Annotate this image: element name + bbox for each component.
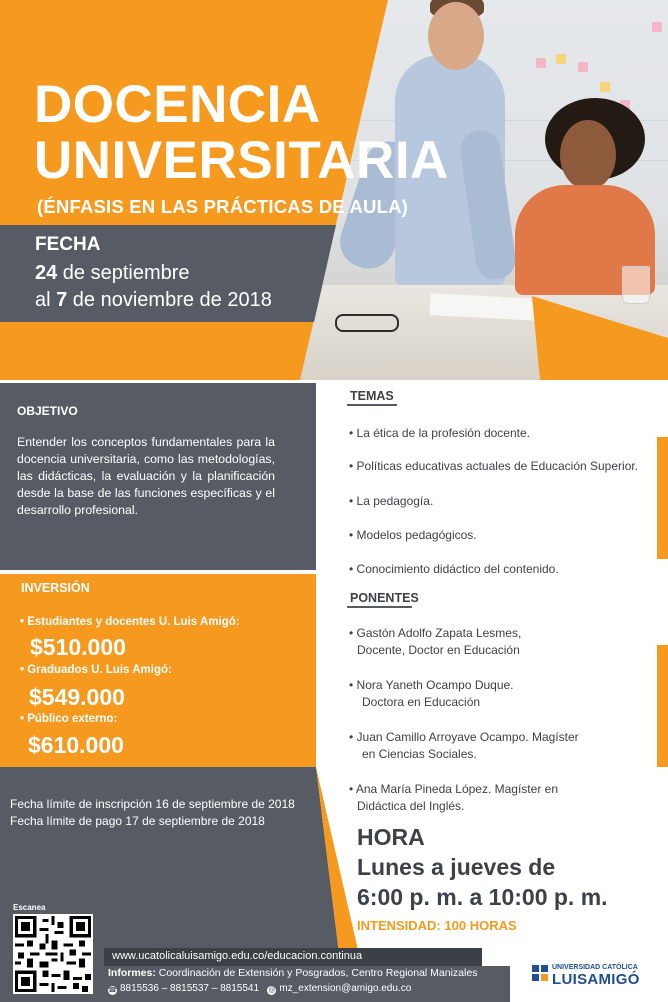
- date-start: 24 de septiembre: [35, 262, 190, 284]
- date-end: al 7 de noviembre de 2018: [35, 289, 272, 311]
- deadline-registration: Fecha límite de inscripción 16 de septiembre de 2018: [10, 797, 295, 811]
- logo-mark-icon: [532, 965, 548, 981]
- schedule-days: Lunes a jueves de: [357, 854, 556, 880]
- qr-code-icon: [13, 914, 93, 994]
- price-graduates: $549.000: [29, 684, 125, 710]
- topics-underline: [347, 404, 397, 406]
- schedule-hours: 6:00 p. m. a 10:00 p. m.: [357, 884, 608, 910]
- topic-item: • Políticas educativas actuales de Educación Superior.: [349, 459, 639, 473]
- objective-title: OBJETIVO: [17, 404, 78, 418]
- speakers-underline: [347, 606, 412, 608]
- price-label-public: • Público externo:: [20, 713, 118, 725]
- subtitle: (ÉNFASIS EN LAS PRÁCTICAS DE AULA): [37, 196, 408, 217]
- logo-text-small: UNIVERSIDAD CATÓLICA: [552, 964, 638, 971]
- investment-title: INVERSIÓN: [21, 581, 90, 595]
- title-line-1: DOCENCIA: [34, 75, 321, 134]
- email-icon: @: [268, 987, 276, 994]
- right-accent-bar: [657, 437, 668, 559]
- price-public: $610.000: [28, 732, 124, 758]
- topic-item: • Modelos pedagógicos.: [349, 528, 477, 542]
- email-link[interactable]: mz_extension@amigo.edu.co: [279, 983, 412, 994]
- logo-text-big: LUISAMIGÓ: [552, 971, 640, 988]
- hero-banner: [0, 0, 668, 380]
- title-line-2: UNIVERSITARIA: [34, 131, 449, 190]
- qr-label: Escanea: [13, 903, 46, 912]
- speaker-item: • Juan Camillo Arroyave Ocampo. Magíster en Ciencias Sociales.: [349, 730, 579, 761]
- contact-line: [108, 983, 411, 995]
- deadline-payment: Fecha límite de pago 17 de septiembre de 2018: [10, 814, 265, 828]
- price-label-students: • Estudiantes y docentes U. Luis Amigó:: [20, 616, 240, 628]
- right-accent-bar: [657, 645, 668, 767]
- topic-item: • Conocimiento didáctico del contenido.: [349, 562, 559, 576]
- topic-item: • La ética de la profesión docente.: [349, 426, 530, 440]
- qr-code-block: [13, 903, 93, 994]
- speaker-item: • Ana María Pineda López. Magíster en Didáctica del Inglés.: [349, 782, 558, 813]
- speaker-item: • Nora Yaneth Ocampo Duque. Doctora en Educación: [349, 678, 514, 709]
- schedule-title: HORA: [357, 824, 425, 850]
- website-link[interactable]: www.ucatolicaluisamigo.edu.co/educacion.continua: [112, 950, 363, 962]
- date-label: FECHA: [35, 234, 101, 255]
- contact-info: Informes: Coordinación de Extensión y Posgrados, Centro Regional Manizales: [108, 967, 478, 979]
- topics-title: TEMAS: [350, 389, 394, 403]
- speakers-title: PONENTES: [350, 591, 419, 605]
- phone-numbers: 8815536 – 8815537 – 8815541: [120, 983, 260, 994]
- intensity: INTENSIDAD: 100 HORAS: [357, 918, 517, 933]
- price-label-graduates: • Graduados U. Luis Amigó:: [20, 664, 172, 676]
- topic-item: • La pedagogía.: [349, 494, 434, 508]
- objective-text: Entender los conceptos fundamentales para la docencia universitaria, como las metodologías, las didácticas, la evaluación y la planificación desde la base de las funciones específicas y el desarrollo profesional.: [17, 435, 275, 517]
- speaker-item: • Gastón Adolfo Zapata Lesmes, Docente, Doctor en Educación: [349, 626, 522, 657]
- price-students: $510.000: [30, 634, 126, 660]
- phone-icon: ☎: [108, 987, 117, 994]
